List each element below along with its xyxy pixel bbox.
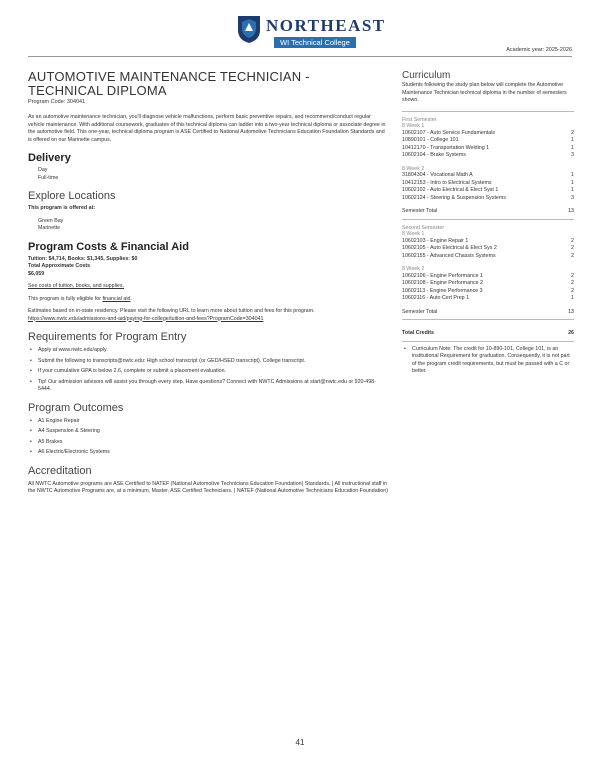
week1-label: 8 Week 1 (402, 123, 425, 129)
financial-aid-line (28, 296, 388, 304)
course-row (402, 137, 574, 145)
accreditation-heading: Accreditation (28, 464, 92, 477)
curriculum-intro: Students following the study plan below will complete the Automotive Maintenance Technician technical diploma in the number of semesters shown. (402, 82, 567, 103)
course-credits: 2 (571, 272, 574, 279)
requirements-heading: Requirements for Program Entry (28, 331, 187, 343)
header-divider (28, 56, 572, 57)
course-row (402, 172, 574, 180)
outcome-item: • A5 Brakes (28, 439, 388, 447)
course-credits: 3 (571, 152, 574, 158)
week2-label: 8 Week 2 (402, 165, 425, 172)
course-credits: 1 (571, 187, 574, 193)
location-item: Marinette (38, 225, 61, 231)
total-costs-label: Total Approximate Costs (28, 263, 91, 269)
total-credits-label: Total Credits (402, 330, 434, 336)
course-row (402, 152, 574, 160)
course-credits: 2 (571, 245, 574, 251)
course-credits: 1 (571, 137, 574, 143)
course-credits: 1 (571, 172, 574, 178)
program-intro: As an automotive maintenance technician, you'll diagnose vehicle malfunctions, perform basic preventive repairs, and recommend/conduct regular vehicle maintenance. With additional coursework, graduates of this technical diploma can ladder into a two-year technical diploma or associate degree in the automotive field. This one-year, technical diploma program is ASE Certified to National Automotive Technicians Education Foundation Standards and is offered on our Marinette campus. (28, 114, 386, 143)
curriculum-note: • Curriculum Note: The credit for 10-890-101, College 101, is an institutional Requirement for graduation. Consequently, it is not part of the program credit requirements, but must be passed with a C or better. (402, 346, 574, 376)
accreditation-text: All NWTC Automotive programs are ASE Certified to NATEF (National Automotive Technicians Education Foundation) Standards. | All instructional staff in the NWTC Automotive Programs are, at a minimum, Master, ASE Certified Technicians. | NATEF (National Automotive Technicians Education Foundation) (28, 480, 388, 494)
curriculum-divider (402, 111, 574, 112)
course-credits: 3 (571, 194, 574, 201)
course-name: 10602106 - Engine Performance 1 (402, 272, 483, 279)
shield-logo-icon (236, 14, 262, 44)
requirement-item: • Submit the following to transcripts@nwtc.edu: High school transcript (or GED/HSED transcript). College transcript. (28, 358, 388, 366)
course-credits: 2 (571, 280, 574, 286)
semester-total-value: 13 (568, 208, 574, 214)
page-number: 41 (295, 738, 305, 747)
curriculum-heading: Curriculum (402, 70, 451, 81)
requirement-item: • If your cumulative GPA is below 2.6, complete or submit a placement evaluation. (28, 368, 388, 376)
course-row (402, 288, 574, 296)
semester-total-label: Semester Total (402, 308, 438, 315)
delivery-list (28, 167, 388, 182)
course-name: 10602105 - Auto Electrical & Elect Sys 2 (402, 245, 497, 251)
course-row (402, 187, 574, 195)
sem1-week2-courses (402, 172, 574, 202)
course-name: 10602113 - Engine Performance 3 (402, 287, 483, 294)
delivery-heading: Delivery (28, 152, 71, 164)
requirement-item: • Apply at www.nwtc.edu/apply. (28, 347, 388, 355)
tuition-line: Tuition: $4,714, Books: $1,345, Supplies: $0 (28, 255, 138, 262)
program-main-column (28, 70, 388, 496)
delivery-item: Day (38, 167, 48, 173)
sem2-week2-courses (402, 273, 574, 303)
course-row (402, 145, 574, 153)
course-name: 10602155 - Advanced Chassis Systems (402, 252, 496, 259)
course-name: 10602108 - Engine Performance 2 (402, 280, 483, 286)
course-name: 10602103 - Engine Repair 1 (402, 237, 469, 244)
course-name: 31804304 - Vocational Math A (402, 172, 473, 178)
course-name: 10412153 - Intro to Electrical Systems (402, 179, 492, 186)
week1-label: 8 Week 1 (402, 231, 425, 237)
locations-offered-at: This program is offered at: (28, 205, 96, 211)
program-title-line2: TECHNICAL DIPLOMA (28, 83, 167, 98)
week2-label: 8 Week 2 (402, 266, 425, 272)
course-name: 10602102 - Auto Electrical & Elect Syst 1 (402, 187, 499, 193)
first-semester-label: First Semester (402, 116, 437, 123)
locations-list (28, 218, 388, 233)
course-credits: 1 (571, 295, 574, 301)
sem1-week1-courses (402, 130, 574, 160)
second-semester-label: Second Semester (402, 224, 445, 231)
college-logo (236, 12, 386, 58)
locations-heading: Explore Locations (28, 190, 116, 202)
program-title-line1: AUTOMOTIVE MAINTENANCE TECHNICIAN - (28, 69, 310, 84)
requirement-item: • Tip! Our admission advisors will assist you through every step. Have questions? Connect with NWTC Admissions at start@nwtc.edu or 920-498-5444. (28, 379, 388, 394)
semester-divider (402, 219, 574, 220)
costs-heading: Program Costs & Financial Aid (28, 240, 189, 253)
course-credits: 1 (571, 179, 574, 186)
requirements-list (28, 347, 388, 394)
outcomes-heading: Program Outcomes (28, 401, 124, 414)
financial-aid-suffix: . (130, 295, 132, 302)
sem2-week1-courses (402, 238, 574, 261)
course-row (402, 245, 574, 253)
course-row (402, 130, 574, 138)
course-name: 10890101 - College 101 (402, 137, 459, 143)
curriculum-column (402, 70, 574, 379)
location-item: Green Bay (38, 217, 64, 224)
course-name: 10602104 - Brake Systems (402, 152, 466, 158)
academic-year: Academic year: 2025-2026 (506, 47, 572, 53)
financial-aid-prefix: This program is fully eligible for (28, 295, 103, 302)
total-credits-value: 26 (568, 330, 574, 336)
course-row (402, 195, 574, 203)
outcome-item: • A4 Suspension & Steering (28, 428, 388, 436)
delivery-item: Full-time (38, 174, 59, 181)
course-name: 10412170 - Transportation Welding 1 (402, 144, 490, 151)
course-row (402, 273, 574, 281)
course-name: 10602116 - Auto Cert Prep 1 (402, 295, 470, 301)
semester-total-row (402, 208, 574, 216)
course-credits: 2 (571, 252, 574, 259)
see-costs-link[interactable]: See costs of tuition, books, and supplies. (28, 283, 124, 289)
course-row (402, 253, 574, 261)
course-credits: 2 (571, 287, 574, 294)
total-costs-value: $6,059 (28, 270, 45, 277)
course-credits: 1 (571, 144, 574, 151)
total-credits-row (402, 330, 574, 338)
outcome-item: • A6 Electric/Electronic Systems (28, 449, 388, 457)
total-divider (402, 341, 574, 342)
program-code: Program Code: 304041 (28, 99, 86, 105)
tuition-url-link[interactable]: https://www.nwtc.edu/admissions-and-aid/paying-for-college/tuition-and-fees?ProgramCode=304041 (28, 315, 264, 322)
course-name: 10602124 - Steering & Suspension Systems (402, 194, 506, 201)
course-row (402, 280, 574, 288)
financial-aid-link[interactable]: financial aid (102, 295, 131, 302)
course-name: 10602107 - Auto Service Fundamentals (402, 129, 496, 136)
course-credits: 2 (571, 129, 574, 136)
semester-total-value: 13 (568, 308, 574, 315)
semester-total-label: Semester Total (402, 208, 438, 214)
course-row (402, 295, 574, 303)
outcome-item: • A1 Engine Repair (28, 418, 388, 426)
semester-total-row (402, 309, 574, 317)
curriculum-notes (402, 346, 574, 376)
course-credits: 2 (571, 237, 574, 244)
logo-subtitle: WI Technical College (274, 37, 356, 48)
logo-name: NORTHEAST (266, 16, 386, 35)
cost-estimates-note: Estimates based on in-state residency. Please visit the following URL to learn more about tuition and fees for this program. (28, 308, 315, 314)
course-row (402, 180, 574, 188)
outcomes-list (28, 418, 388, 457)
semester-divider (402, 319, 574, 320)
program-title (28, 70, 388, 98)
course-row (402, 238, 574, 246)
